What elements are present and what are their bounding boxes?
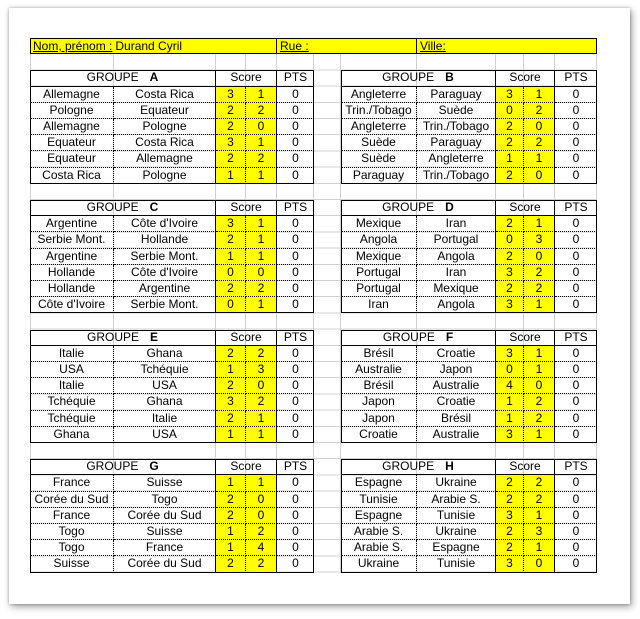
home-score-cell[interactable]: 2 (216, 281, 246, 297)
home-team: Mexique (341, 216, 417, 232)
home-team: Suède (341, 135, 417, 151)
points-cell: 0 (555, 135, 597, 151)
home-team: Australie (341, 362, 417, 378)
points-cell: 0 (277, 346, 314, 362)
points-cell: 0 (277, 249, 314, 265)
points-cell: 0 (555, 411, 597, 427)
group-label: GROUPE (86, 459, 139, 474)
points-cell: 0 (555, 216, 597, 232)
away-score-cell[interactable]: 2 (246, 151, 277, 167)
away-team: Italie (114, 411, 216, 427)
away-team: Corée du Sud (114, 556, 216, 572)
home-team: Hollande (30, 281, 114, 297)
away-score-cell[interactable]: 2 (246, 524, 277, 540)
away-team: Tchéquie (114, 362, 216, 378)
home-team: Tchéquie (30, 411, 114, 427)
away-score-cell[interactable]: 1 (524, 362, 555, 378)
away-team: Iran (417, 265, 496, 281)
away-team: Togo (114, 492, 216, 508)
points-cell: 0 (277, 151, 314, 167)
points-cell: 0 (555, 297, 597, 313)
points-cell: 0 (277, 524, 314, 540)
home-score-cell[interactable]: 2 (496, 119, 524, 135)
home-team: Pologne (30, 103, 114, 119)
score-header: Score (496, 200, 555, 216)
away-team: Arabie S. (417, 492, 496, 508)
group-label: GROUPE (86, 329, 139, 344)
away-score-cell[interactable]: 2 (246, 556, 277, 572)
away-score-cell[interactable]: 3 (524, 524, 555, 540)
home-team: Italie (30, 378, 114, 394)
group-header (341, 200, 496, 216)
away-team: Trin./Tobago (417, 168, 496, 184)
home-score-cell[interactable]: 3 (496, 508, 524, 524)
away-team: Costa Rica (114, 87, 216, 103)
away-score-cell[interactable]: 2 (524, 475, 555, 491)
home-team: Suède (341, 151, 417, 167)
home-team: Allemagne (30, 119, 114, 135)
away-team: France (114, 540, 216, 556)
home-score-cell[interactable]: 2 (216, 119, 246, 135)
away-team: Tunisie (417, 508, 496, 524)
points-cell: 0 (555, 281, 597, 297)
home-score-cell[interactable]: 2 (496, 475, 524, 491)
home-team: Arabie S. (341, 524, 417, 540)
away-score-cell[interactable]: 1 (246, 87, 277, 103)
home-team: Togo (30, 524, 114, 540)
home-team: Suisse (30, 556, 114, 572)
points-cell: 0 (555, 427, 597, 443)
points-cell: 0 (555, 232, 597, 248)
points-cell: 0 (277, 119, 314, 135)
home-score-cell[interactable]: 1 (216, 540, 246, 556)
away-team: Pologne (114, 168, 216, 184)
home-team: Hollande (30, 265, 114, 281)
home-score-cell[interactable]: 0 (216, 265, 246, 281)
away-team: Argentine (114, 281, 216, 297)
away-score-cell[interactable]: 0 (524, 119, 555, 135)
pts-header: PTS (277, 459, 314, 475)
points-cell: 0 (555, 103, 597, 119)
away-score-cell[interactable]: 2 (524, 265, 555, 281)
home-team: Ukraine (341, 556, 417, 572)
group-header (30, 459, 216, 475)
points-cell: 0 (277, 556, 314, 572)
points-cell: 0 (555, 265, 597, 281)
away-score-cell[interactable]: 1 (524, 297, 555, 313)
home-score-cell[interactable]: 2 (216, 411, 246, 427)
pts-header: PTS (555, 459, 597, 475)
home-team: Costa Rica (30, 168, 114, 184)
away-score-cell[interactable]: 1 (524, 508, 555, 524)
away-score-cell[interactable]: 1 (524, 427, 555, 443)
pts-header: PTS (555, 330, 597, 346)
home-score-cell[interactable]: 2 (216, 346, 246, 362)
home-score-cell[interactable]: 3 (496, 265, 524, 281)
points-cell: 0 (555, 87, 597, 103)
home-score-cell[interactable]: 2 (496, 281, 524, 297)
name-label: Nom, prénom : (33, 39, 113, 53)
away-team: Angleterre (417, 151, 496, 167)
away-score-cell[interactable]: 2 (524, 394, 555, 410)
home-score-cell[interactable]: 2 (216, 378, 246, 394)
home-team: Angleterre (341, 87, 417, 103)
away-team: Pologne (114, 119, 216, 135)
group-header (341, 459, 496, 475)
home-score-cell[interactable]: 1 (216, 168, 246, 184)
away-score-cell[interactable]: 0 (524, 556, 555, 572)
score-header: Score (216, 70, 277, 86)
away-score-cell[interactable]: 1 (246, 249, 277, 265)
points-cell: 0 (277, 427, 314, 443)
home-team: Iran (341, 297, 417, 313)
home-team: Angleterre (341, 119, 417, 135)
away-team: Côte d'Ivoire (114, 216, 216, 232)
group-header (341, 330, 496, 346)
points-cell: 0 (555, 556, 597, 572)
away-score-cell[interactable]: 2 (524, 492, 555, 508)
away-score-cell[interactable]: 1 (246, 168, 277, 184)
away-score-cell[interactable]: 0 (246, 378, 277, 394)
home-team: Arabie S. (341, 540, 417, 556)
group-letter: G (149, 459, 159, 474)
points-cell: 0 (555, 394, 597, 410)
home-score-cell[interactable]: 2 (496, 168, 524, 184)
points-cell: 0 (277, 540, 314, 556)
away-score-cell[interactable]: 0 (246, 508, 277, 524)
group-table-g (30, 459, 314, 572)
group-letter: F (445, 329, 454, 344)
points-cell: 0 (277, 411, 314, 427)
home-score-cell[interactable]: 1 (216, 427, 246, 443)
home-score-cell[interactable]: 2 (216, 556, 246, 572)
points-cell: 0 (277, 265, 314, 281)
home-team: Portugal (341, 281, 417, 297)
home-team: Tunisie (341, 492, 417, 508)
away-team: Espagne (417, 540, 496, 556)
points-cell: 0 (555, 540, 597, 556)
away-score-cell[interactable]: 1 (246, 427, 277, 443)
home-score-cell[interactable]: 2 (216, 103, 246, 119)
away-score-cell[interactable]: 1 (246, 411, 277, 427)
points-cell: 0 (277, 475, 314, 491)
away-team: Equateur (114, 103, 216, 119)
score-header: Score (496, 70, 555, 86)
home-score-cell[interactable]: 1 (216, 475, 246, 491)
points-cell: 0 (555, 378, 597, 394)
away-team: Angola (417, 249, 496, 265)
home-score-cell[interactable]: 4 (496, 378, 524, 394)
points-cell: 0 (277, 135, 314, 151)
home-score-cell[interactable]: 2 (216, 508, 246, 524)
home-score-cell[interactable]: 0 (496, 362, 524, 378)
group-table-d (341, 200, 597, 313)
away-team: Paraguay (417, 135, 496, 151)
home-score-cell[interactable]: 2 (496, 524, 524, 540)
home-team: Argentine (30, 216, 114, 232)
away-team: Australie (417, 378, 496, 394)
home-score-cell[interactable]: 1 (496, 411, 524, 427)
home-score-cell[interactable]: 0 (216, 297, 246, 313)
group-letter: C (149, 200, 159, 214)
away-team: Paraguay (417, 87, 496, 103)
away-score-cell[interactable]: 4 (246, 540, 277, 556)
home-team: Equateur (30, 135, 114, 151)
home-score-cell[interactable]: 2 (496, 135, 524, 151)
home-team: Japon (341, 411, 417, 427)
away-score-cell[interactable]: 2 (524, 103, 555, 119)
home-score-cell[interactable]: 3 (496, 297, 524, 313)
away-score-cell[interactable]: 0 (246, 119, 277, 135)
away-team: Australie (417, 427, 496, 443)
group-table-b (341, 70, 597, 183)
group-table-e (30, 330, 314, 443)
home-score-cell[interactable]: 1 (496, 394, 524, 410)
away-score-cell[interactable]: 2 (524, 135, 555, 151)
home-score-cell[interactable]: 3 (216, 87, 246, 103)
away-team: Angola (417, 297, 496, 313)
away-score-cell[interactable]: 1 (524, 216, 555, 232)
spreadsheet-sheet (30, 38, 597, 573)
home-team: Mexique (341, 249, 417, 265)
away-team: Brésil (417, 411, 496, 427)
home-team: Argentine (30, 249, 114, 265)
away-team: Ghana (114, 346, 216, 362)
away-score-cell[interactable]: 3 (246, 362, 277, 378)
points-cell: 0 (555, 151, 597, 167)
points-cell: 0 (277, 362, 314, 378)
group-table-h (341, 459, 597, 572)
score-header: Score (216, 200, 277, 216)
away-score-cell[interactable]: 1 (524, 87, 555, 103)
away-score-cell[interactable]: 0 (246, 265, 277, 281)
points-cell: 0 (277, 378, 314, 394)
points-cell: 0 (277, 103, 314, 119)
away-score-cell[interactable]: 0 (246, 492, 277, 508)
home-team: Portugal (341, 265, 417, 281)
home-score-cell[interactable]: 0 (496, 103, 524, 119)
away-score-cell[interactable]: 0 (524, 249, 555, 265)
home-score-cell[interactable]: 2 (496, 540, 524, 556)
away-score-cell[interactable]: 1 (246, 475, 277, 491)
away-score-cell[interactable]: 1 (246, 297, 277, 313)
away-score-cell[interactable]: 2 (246, 346, 277, 362)
away-team: Suisse (114, 524, 216, 540)
away-team: USA (114, 427, 216, 443)
score-header: Score (496, 330, 555, 346)
street-field[interactable] (277, 38, 417, 54)
away-team: Trin./Tobago (417, 119, 496, 135)
group-letter: A (149, 70, 159, 85)
score-header: Score (216, 330, 277, 346)
group-letter: E (150, 329, 159, 344)
points-cell: 0 (277, 168, 314, 184)
pts-header: PTS (277, 330, 314, 346)
home-score-cell[interactable]: 3 (496, 87, 524, 103)
points-cell: 0 (555, 362, 597, 378)
home-team: Tchéquie (30, 394, 114, 410)
home-score-cell[interactable]: 2 (216, 232, 246, 248)
points-cell: 0 (277, 87, 314, 103)
away-team: Suède (417, 103, 496, 119)
home-team: Croatie (341, 427, 417, 443)
group-letter: B (445, 70, 454, 85)
away-score-cell[interactable]: 1 (246, 135, 277, 151)
home-team: Espagne (341, 475, 417, 491)
group-label: GROUPE (86, 200, 139, 214)
away-team: Allemagne (114, 151, 216, 167)
group-letter: H (445, 459, 454, 474)
home-team: Allemagne (30, 87, 114, 103)
home-team: Serbie Mont. (30, 232, 114, 248)
away-score-cell[interactable]: 1 (246, 232, 277, 248)
home-team: USA (30, 362, 114, 378)
home-team: Trin./Tobago (341, 103, 417, 119)
pts-header: PTS (555, 70, 597, 86)
away-team: Tunisie (417, 556, 496, 572)
points-cell: 0 (277, 281, 314, 297)
group-label: GROUPE (382, 329, 435, 344)
name-value: Durand Cyril (115, 39, 183, 53)
group-header (30, 70, 216, 86)
home-score-cell[interactable]: 3 (216, 135, 246, 151)
home-score-cell[interactable]: 1 (216, 524, 246, 540)
away-team: Hollande (114, 232, 216, 248)
points-cell: 0 (277, 394, 314, 410)
home-score-cell[interactable]: 3 (216, 394, 246, 410)
away-score-cell[interactable]: 2 (246, 103, 277, 119)
home-team: Côte d'Ivoire (30, 297, 114, 313)
score-header: Score (216, 459, 277, 475)
points-cell: 0 (277, 492, 314, 508)
away-score-cell[interactable]: 2 (524, 281, 555, 297)
name-field[interactable] (30, 38, 277, 54)
home-score-cell[interactable]: 2 (496, 492, 524, 508)
home-team: Italie (30, 346, 114, 362)
away-score-cell[interactable]: 0 (524, 378, 555, 394)
away-score-cell[interactable]: 1 (524, 151, 555, 167)
away-score-cell[interactable]: 1 (524, 540, 555, 556)
group-letter: D (445, 200, 454, 214)
home-team: Brésil (341, 378, 417, 394)
home-score-cell[interactable]: 2 (216, 492, 246, 508)
points-cell: 0 (555, 508, 597, 524)
home-score-cell[interactable]: 2 (216, 151, 246, 167)
away-team: Ghana (114, 394, 216, 410)
away-team: Portugal (417, 232, 496, 248)
group-label: GROUPE (86, 70, 139, 85)
group-label: GROUPE (382, 200, 435, 214)
home-team: Corée du Sud (30, 492, 114, 508)
group-label: GROUPE (382, 70, 435, 85)
home-team: France (30, 475, 114, 491)
pts-header: PTS (277, 200, 314, 216)
home-team: Espagne (341, 508, 417, 524)
away-score-cell[interactable]: 1 (246, 216, 277, 232)
points-cell: 0 (555, 168, 597, 184)
points-cell: 0 (555, 119, 597, 135)
home-team: Angola (341, 232, 417, 248)
home-score-cell[interactable]: 1 (496, 151, 524, 167)
home-team: France (30, 508, 114, 524)
away-team: Côte d'Ivoire (114, 265, 216, 281)
away-team: Ukraine (417, 475, 496, 491)
home-team: Ghana (30, 427, 114, 443)
home-score-cell[interactable]: 2 (496, 249, 524, 265)
group-table-a (30, 70, 314, 183)
away-team: Serbie Mont. (114, 249, 216, 265)
home-team: Brésil (341, 346, 417, 362)
away-score-cell[interactable]: 2 (524, 411, 555, 427)
points-cell: 0 (277, 216, 314, 232)
group-header (30, 200, 216, 216)
away-team: Croatie (417, 394, 496, 410)
home-team: Paraguay (341, 168, 417, 184)
away-team: Serbie Mont. (114, 297, 216, 313)
group-table-f (341, 330, 597, 443)
points-cell: 0 (555, 492, 597, 508)
pts-header: PTS (277, 70, 314, 86)
group-table-c (30, 200, 314, 313)
away-team: Costa Rica (114, 135, 216, 151)
home-team: Japon (341, 394, 417, 410)
points-cell: 0 (555, 475, 597, 491)
points-cell: 0 (555, 524, 597, 540)
home-score-cell[interactable]: 3 (496, 427, 524, 443)
street-label: Rue : (280, 39, 309, 53)
home-score-cell[interactable]: 1 (216, 362, 246, 378)
away-team: Mexique (417, 281, 496, 297)
away-score-cell[interactable]: 0 (524, 168, 555, 184)
away-team: Croatie (417, 346, 496, 362)
away-score-cell[interactable]: 3 (524, 232, 555, 248)
home-score-cell[interactable]: 3 (216, 216, 246, 232)
away-team: Iran (417, 216, 496, 232)
city-label: Ville: (420, 39, 446, 53)
away-team: Suisse (114, 475, 216, 491)
away-score-cell[interactable]: 2 (246, 394, 277, 410)
away-team: Japon (417, 362, 496, 378)
points-cell: 0 (555, 249, 597, 265)
away-score-cell[interactable]: 1 (524, 346, 555, 362)
points-cell: 0 (555, 346, 597, 362)
away-team: Corée du Sud (114, 508, 216, 524)
home-team: Equateur (30, 151, 114, 167)
away-team: USA (114, 378, 216, 394)
home-score-cell[interactable]: 0 (496, 232, 524, 248)
points-cell: 0 (277, 232, 314, 248)
home-score-cell[interactable]: 2 (496, 216, 524, 232)
city-field[interactable] (417, 38, 597, 54)
score-header: Score (496, 459, 555, 475)
away-score-cell[interactable]: 2 (246, 281, 277, 297)
points-cell: 0 (277, 508, 314, 524)
group-header (30, 330, 216, 346)
pts-header: PTS (555, 200, 597, 216)
home-team: Togo (30, 540, 114, 556)
points-cell: 0 (277, 297, 314, 313)
home-score-cell[interactable]: 1 (216, 249, 246, 265)
form-header-row (30, 38, 597, 54)
home-score-cell[interactable]: 3 (496, 556, 524, 572)
group-label: GROUPE (382, 459, 435, 474)
group-header (341, 70, 496, 86)
away-team: Ukraine (417, 524, 496, 540)
home-score-cell[interactable]: 3 (496, 346, 524, 362)
